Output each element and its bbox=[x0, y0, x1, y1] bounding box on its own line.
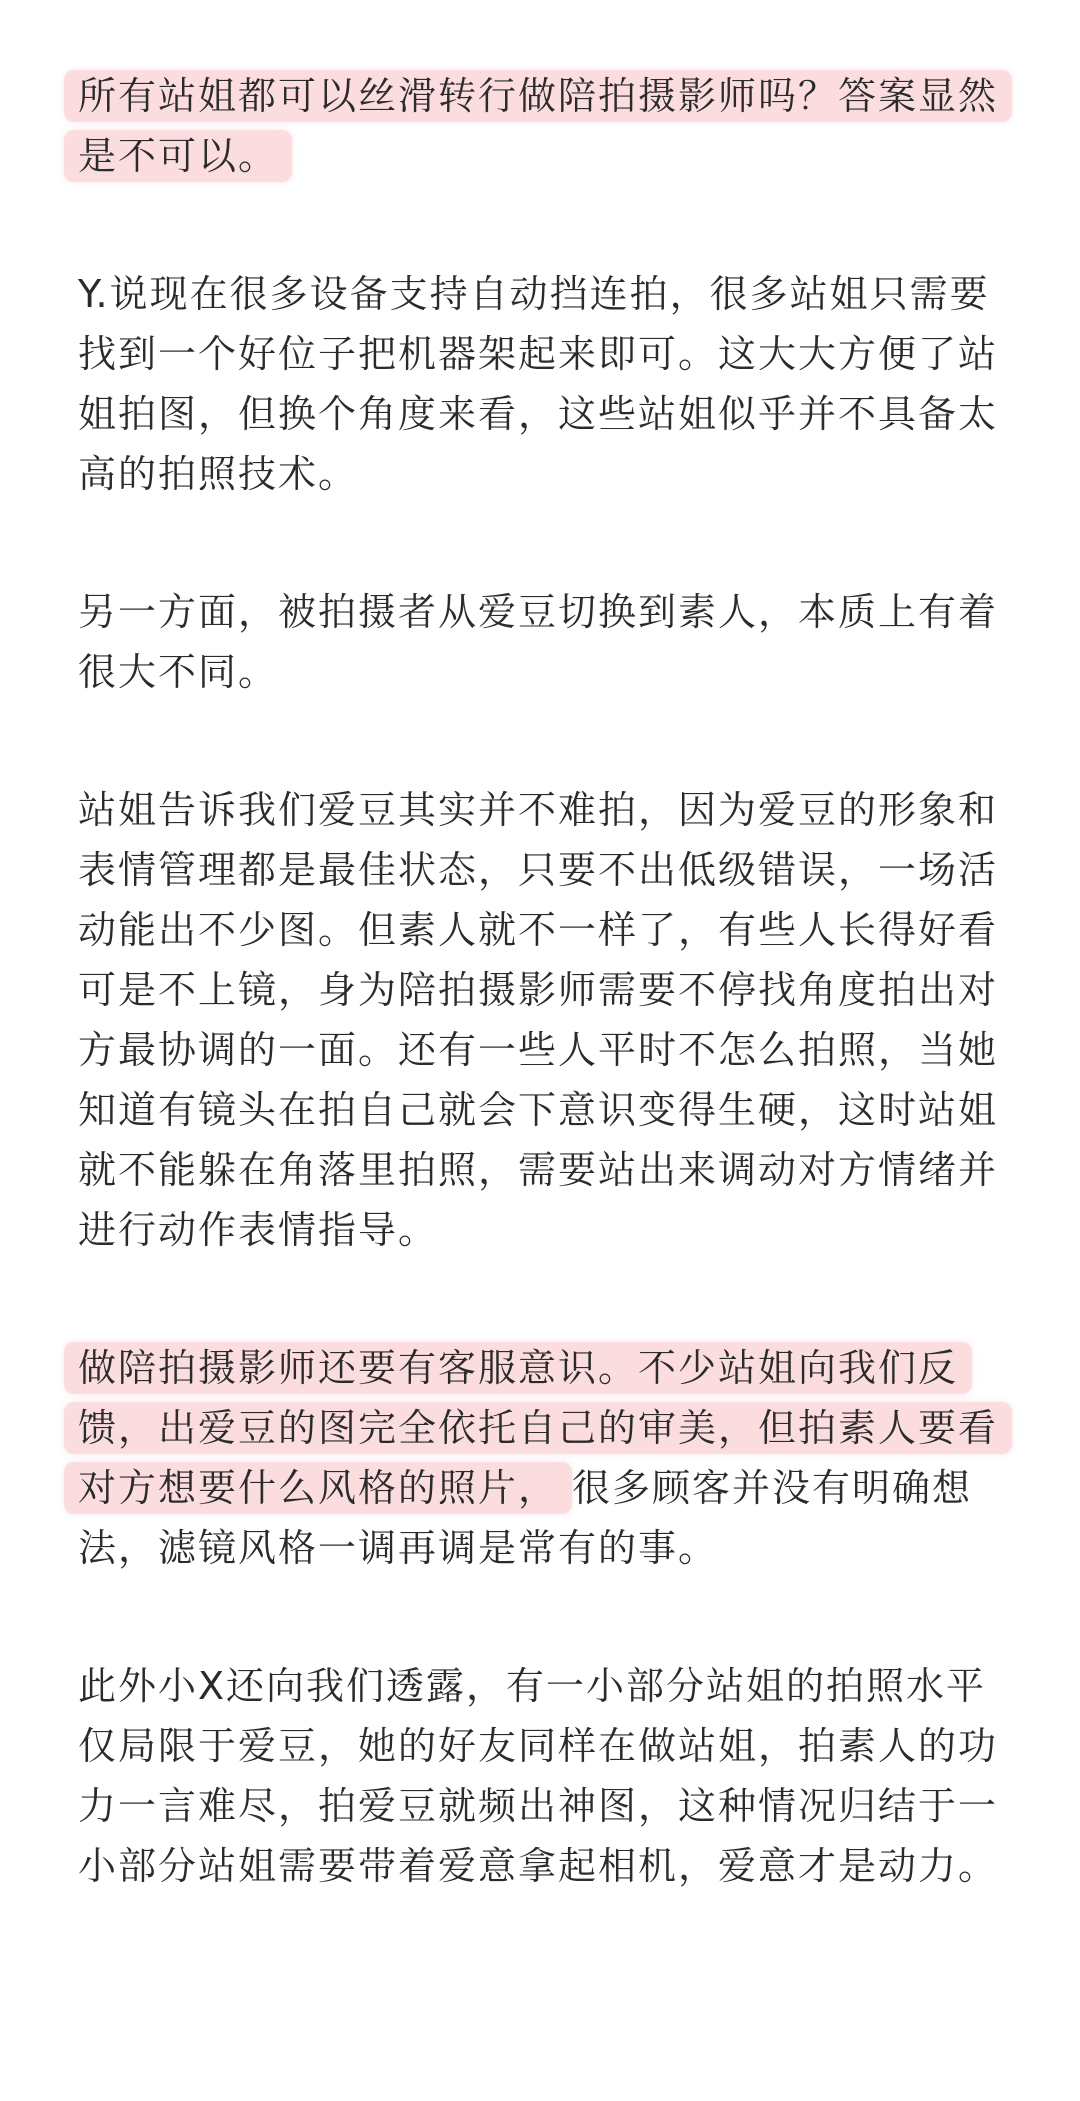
text-line bbox=[78, 1338, 1018, 1398]
text-line bbox=[78, 642, 1018, 702]
body-text: Y.说现在很多设备支持自动挡连拍，很多站姐只需要 bbox=[78, 272, 990, 316]
text-line bbox=[78, 1398, 1018, 1458]
paragraph bbox=[78, 1656, 1018, 1896]
paragraph bbox=[78, 1338, 1018, 1578]
text-line bbox=[78, 1458, 1018, 1518]
text-line bbox=[78, 1080, 1018, 1140]
text-line bbox=[78, 582, 1018, 642]
body-text: 动能出不少图。但素人就不一样了，有些人长得好看 bbox=[78, 908, 999, 952]
text-line bbox=[78, 960, 1018, 1020]
body-text: 表情管理都是最佳状态，只要不出低级错误，一场活 bbox=[78, 848, 999, 892]
paragraph bbox=[78, 780, 1018, 1260]
text-line bbox=[78, 66, 1018, 126]
body-text: 仅局限于爱豆，她的好友同样在做站姐，拍素人的功 bbox=[78, 1724, 999, 1768]
body-text: 高的拍照技术。 bbox=[78, 452, 359, 496]
highlighted-text: 是不可以。 bbox=[64, 130, 292, 182]
body-text: 另一方面，被拍摄者从爱豆切换到素人，本质上有着 bbox=[78, 590, 999, 634]
text-line bbox=[78, 126, 1018, 186]
body-text: 就不能躲在角落里拍照，需要站出来调动对方情绪并 bbox=[78, 1148, 999, 1192]
paragraph bbox=[78, 66, 1018, 186]
body-text: 力一言难尽，拍爱豆就频出神图，这种情况归结于一 bbox=[78, 1784, 999, 1828]
text-line bbox=[78, 1656, 1018, 1716]
body-text: 姐拍图，但换个角度来看，这些站姐似乎并不具备太 bbox=[78, 392, 999, 436]
body-text: 进行动作表情指导。 bbox=[78, 1208, 439, 1252]
body-text: 很大不同。 bbox=[78, 650, 279, 694]
highlighted-text: 馈，出爱豆的图完全依托自己的审美，但拍素人要看 bbox=[64, 1402, 1012, 1454]
text-line bbox=[78, 900, 1018, 960]
text-line bbox=[78, 1776, 1018, 1836]
highlighted-text: 对方想要什么风格的照片， bbox=[64, 1462, 572, 1514]
body-text: 法，滤镜风格一调再调是常有的事。 bbox=[78, 1526, 719, 1570]
text-line bbox=[78, 1140, 1018, 1200]
text-line bbox=[78, 1836, 1018, 1896]
highlighted-text: 所有站姐都可以丝滑转行做陪拍摄影师吗？答案显然 bbox=[64, 70, 1012, 122]
text-line bbox=[78, 840, 1018, 900]
article-body bbox=[78, 66, 1018, 1974]
text-line bbox=[78, 780, 1018, 840]
text-line bbox=[78, 1020, 1018, 1080]
body-text: 可是不上镜，身为陪拍摄影师需要不停找角度拍出对 bbox=[78, 968, 999, 1012]
body-text: 很多顾客并没有明确想 bbox=[572, 1466, 973, 1510]
text-line bbox=[78, 1518, 1018, 1578]
body-text: 知道有镜头在拍自己就会下意识变得生硬，这时站姐 bbox=[78, 1088, 999, 1132]
text-line bbox=[78, 264, 1018, 324]
body-text: 找到一个好位子把机器架起来即可。这大大方便了站 bbox=[78, 332, 999, 376]
body-text: 小部分站姐需要带着爱意拿起相机，爱意才是动力。 bbox=[78, 1844, 999, 1888]
paragraph bbox=[78, 264, 1018, 504]
paragraph bbox=[78, 582, 1018, 702]
text-line bbox=[78, 324, 1018, 384]
text-line bbox=[78, 444, 1018, 504]
body-text: 方最协调的一面。还有一些人平时不怎么拍照，当她 bbox=[78, 1028, 999, 1072]
body-text: 站姐告诉我们爱豆其实并不难拍，因为爱豆的形象和 bbox=[78, 788, 999, 832]
text-line bbox=[78, 1716, 1018, 1776]
highlighted-text: 做陪拍摄影师还要有客服意识。不少站姐向我们反 bbox=[64, 1342, 972, 1394]
text-line bbox=[78, 1200, 1018, 1260]
body-text: 此外小X还向我们透露，有一小部分站姐的拍照水平 bbox=[78, 1664, 987, 1708]
text-line bbox=[78, 384, 1018, 444]
